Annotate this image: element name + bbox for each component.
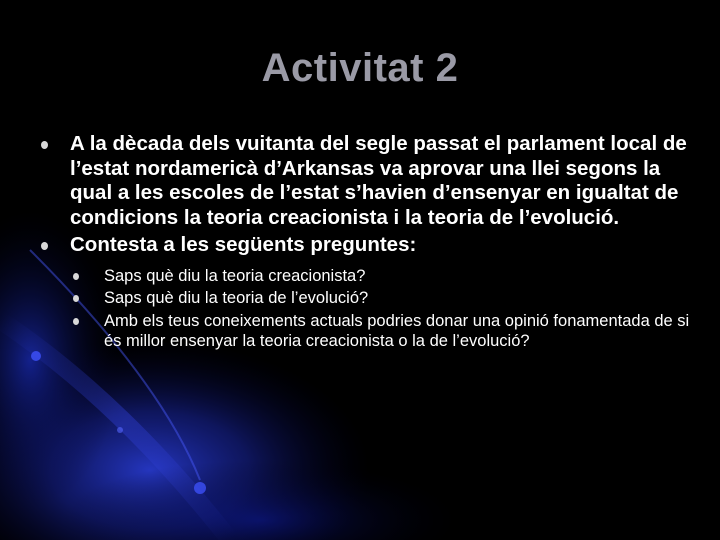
- sub-bullet-item: [40, 266, 690, 287]
- sub-bullet-text: Saps què diu la teoria de l’evolució?: [104, 289, 369, 307]
- sub-bullet-list: [40, 266, 690, 352]
- slide-title: Activitat 2: [261, 46, 459, 90]
- glow-dot: [117, 427, 123, 433]
- disc-bullet-icon: [73, 273, 79, 280]
- bullet-item: [40, 233, 690, 258]
- disc-bullet-icon: [73, 295, 79, 302]
- disc-bullet-icon: [41, 242, 48, 250]
- bullet-text: Contesta a les següents preguntes:: [70, 233, 417, 256]
- sub-bullet-text: Saps què diu la teoria creacionista?: [104, 266, 366, 285]
- glow-dot: [194, 482, 206, 494]
- bullet-item: [40, 132, 690, 230]
- sub-bullet-item: [40, 288, 690, 309]
- disc-bullet-icon: [41, 141, 48, 149]
- bullet-text: A la dècada dels vuitanta del segle passat el parlament local de l’estat nordamericà d’Arkansas va aprovar una llei segons la qual a les escoles de l’estat s’havien d’ensenyar en igualtat de condicions la teoria creacionista i la teoria de l’evolució.: [70, 132, 687, 229]
- sub-bullet-text: Amb els teus coneixements actuals podries donar una opinió fonamentada de si és millor ensenyar la teoria creacionista o la de l’evolució?: [104, 311, 690, 350]
- sub-bullet-item: [40, 311, 690, 352]
- slide-body: [40, 132, 690, 354]
- disc-bullet-icon: [73, 318, 79, 325]
